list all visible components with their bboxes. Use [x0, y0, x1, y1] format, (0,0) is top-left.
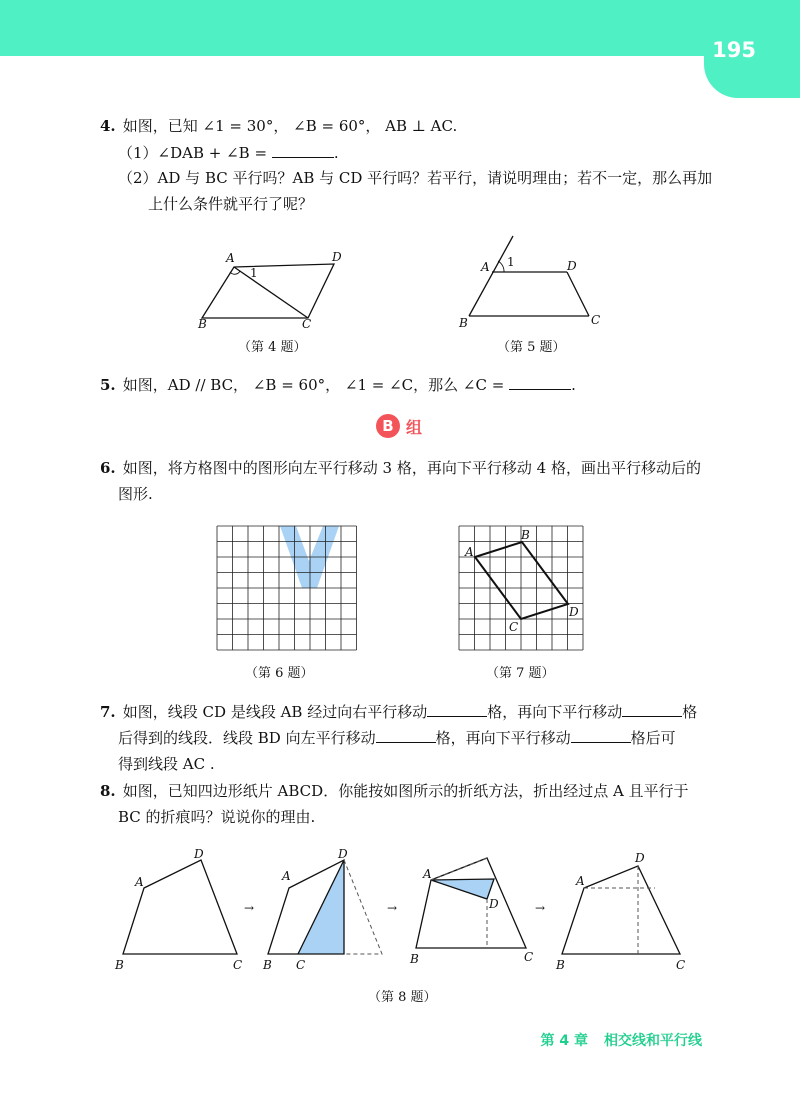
- question-4-sub1: [118, 143, 339, 163]
- figure-5-angle-label: 1: [507, 255, 515, 269]
- figure-8-step-3-label-c: C: [524, 950, 534, 964]
- question-4-text: 如图，已知 ∠1 = 30°， ∠B = 60°， AB ⊥ AC.: [122, 117, 458, 135]
- figure-5-label-b: B: [459, 316, 468, 330]
- answer-blank[interactable]: [622, 702, 682, 717]
- question-7-line1: [100, 702, 697, 722]
- answer-blank[interactable]: [427, 702, 487, 717]
- figure-8-step-3-label-b: B: [410, 952, 419, 966]
- figure-7-label-d: D: [569, 605, 579, 619]
- figure-7-label-b: B: [521, 528, 530, 542]
- figure-8-caption: （第 8 题）: [368, 990, 437, 1005]
- figure-4-label-a: A: [226, 251, 235, 265]
- figure-4-diagonal-ac: [234, 267, 308, 318]
- figure-5-label-d: D: [567, 259, 577, 273]
- question-7-line3: 得到线段 AC .: [118, 755, 215, 773]
- question-7-text-2a: 后得到的线段．线段 BD 向左平行移动: [118, 729, 376, 747]
- question-6-text: 如图，将方格图中的图形向左平行移动 3 格，再向下平行移动 4 格，画出平行移动后的: [122, 459, 701, 477]
- figure-7: [459, 526, 599, 654]
- top-banner: [0, 0, 800, 56]
- question-8-line2: BC 的折痕吗？说说你的理由.: [118, 808, 316, 826]
- figure-8-step-4-label-b: B: [556, 958, 565, 972]
- question-7-text-2b: 格，再向下平行移动: [435, 729, 571, 747]
- footer-chapter: 第 4 章: [540, 1033, 588, 1049]
- question-7-text-1a: 如图，线段 CD 是线段 AB 经过向右平行移动: [122, 703, 428, 721]
- figure-8-arrow-1: →: [244, 901, 255, 915]
- figure-8-step-1: [114, 847, 242, 972]
- answer-blank[interactable]: [571, 728, 631, 743]
- question-5-text: 如图，AD // BC， ∠B = 60°， ∠1 = ∠C，那么 ∠C =: [122, 376, 505, 394]
- figure-7-label-c: C: [509, 620, 519, 634]
- question-8-text: 如图，已知四边形纸片 ABCD．你能按如图所示的折纸方法，折出经过点 A 且平行于: [122, 782, 689, 800]
- question-6-line2: 图形.: [118, 485, 153, 503]
- question-4-stem: [100, 116, 457, 136]
- question-8-number: 8.: [100, 782, 116, 800]
- figure-5: [455, 236, 605, 336]
- question-8-line1: [100, 781, 689, 801]
- figure-4-caption: （第 4 题）: [238, 340, 307, 355]
- question-6-line1: [100, 458, 701, 478]
- answer-blank[interactable]: [272, 143, 334, 158]
- figure-5-line-ba-extended: [469, 236, 513, 316]
- answer-blank[interactable]: [509, 375, 571, 390]
- question-6-number: 6.: [100, 459, 116, 477]
- figure-8-step-3-shaded-fold: [431, 879, 494, 899]
- figure-6-caption: （第 6 题）: [245, 666, 314, 681]
- figure-8-step-1-label-c: C: [233, 958, 243, 972]
- group-b-badge: B: [376, 414, 400, 438]
- figure-8-step-4-label-c: C: [676, 958, 686, 972]
- question-4-sub2-line2: 上什么条件就平行了呢？: [148, 195, 314, 213]
- figure-4: [190, 250, 342, 331]
- figure-8-step-3-quadrilateral: [416, 858, 526, 948]
- figure-4-label-c: C: [302, 317, 312, 331]
- question-5-number: 5.: [100, 376, 116, 394]
- page-number: 195: [712, 38, 756, 62]
- question-4-sub2-line1: （2）AD 与 BC 平行吗？AB 与 CD 平行吗？若平行，请说明理由；若不一定，那么再加: [118, 169, 713, 187]
- figure-4-angle-label: 1: [250, 266, 258, 280]
- question-7-line2: [118, 728, 676, 748]
- figure-8-step-3: [409, 858, 533, 966]
- figure-5-segment-dc: [567, 272, 589, 316]
- figure-8-step-4-label-a: A: [576, 874, 585, 888]
- figure-8-step-4-label-d: D: [635, 851, 645, 865]
- figure-8-step-2: [262, 847, 382, 972]
- figure-6: [217, 526, 357, 654]
- figure-8-step-1-label-a: A: [135, 875, 144, 889]
- figure-8-step-4: [555, 851, 685, 972]
- figure-7-label-a: A: [465, 545, 474, 559]
- figure-7-parallelogram: [475, 542, 568, 619]
- figure-8-arrow-3: →: [535, 901, 546, 915]
- figure-8-step-1-label-d: D: [194, 847, 204, 861]
- figure-8-arrow-2: →: [387, 901, 398, 915]
- question-7-text-1b: 格，再向下平行移动: [487, 703, 623, 721]
- question-4-sub1-period: .: [333, 144, 339, 162]
- answer-blank[interactable]: [376, 728, 436, 743]
- figure-8-step-3-label-d: D: [489, 897, 499, 911]
- figure-8-step-2-label-b: B: [263, 958, 272, 972]
- question-4-number: 4.: [100, 117, 116, 135]
- figure-8-step-2-label-a: A: [282, 869, 291, 883]
- question-7-text-2c: 格后可: [630, 729, 676, 747]
- figure-5-label-c: C: [591, 313, 601, 327]
- figure-8-step-1-label-b: B: [115, 958, 124, 972]
- question-5-period: .: [571, 376, 576, 394]
- figure-8-step-2-original-outline: [344, 860, 382, 954]
- figure-5-label-a: A: [481, 260, 490, 274]
- figure-8-step-2-label-c: C: [296, 958, 306, 972]
- figure-8-step-3-label-a: A: [423, 867, 432, 881]
- figure-5-caption: （第 5 题）: [497, 340, 566, 355]
- figure-7-grid: [459, 526, 583, 650]
- figure-4-label-b: B: [198, 317, 207, 331]
- figure-8-step-3-dashed-ad: [431, 858, 487, 880]
- figure-8: [110, 846, 700, 976]
- figure-4-label-d: D: [332, 250, 342, 264]
- group-b-heading: [376, 414, 422, 438]
- question-4-sub1-text: （1）∠DAB + ∠B =: [118, 144, 268, 162]
- figure-8-step-2-label-d: D: [338, 847, 348, 861]
- footer-title: 相交线和平行线: [604, 1033, 702, 1049]
- group-b-title: 组: [406, 418, 423, 437]
- figure-7-caption: （第 7 题）: [486, 666, 555, 681]
- question-7-text-1c: 格: [682, 703, 698, 721]
- chapter-footer: [541, 1030, 703, 1050]
- question-7-number: 7.: [100, 703, 116, 721]
- question-5: [100, 375, 576, 395]
